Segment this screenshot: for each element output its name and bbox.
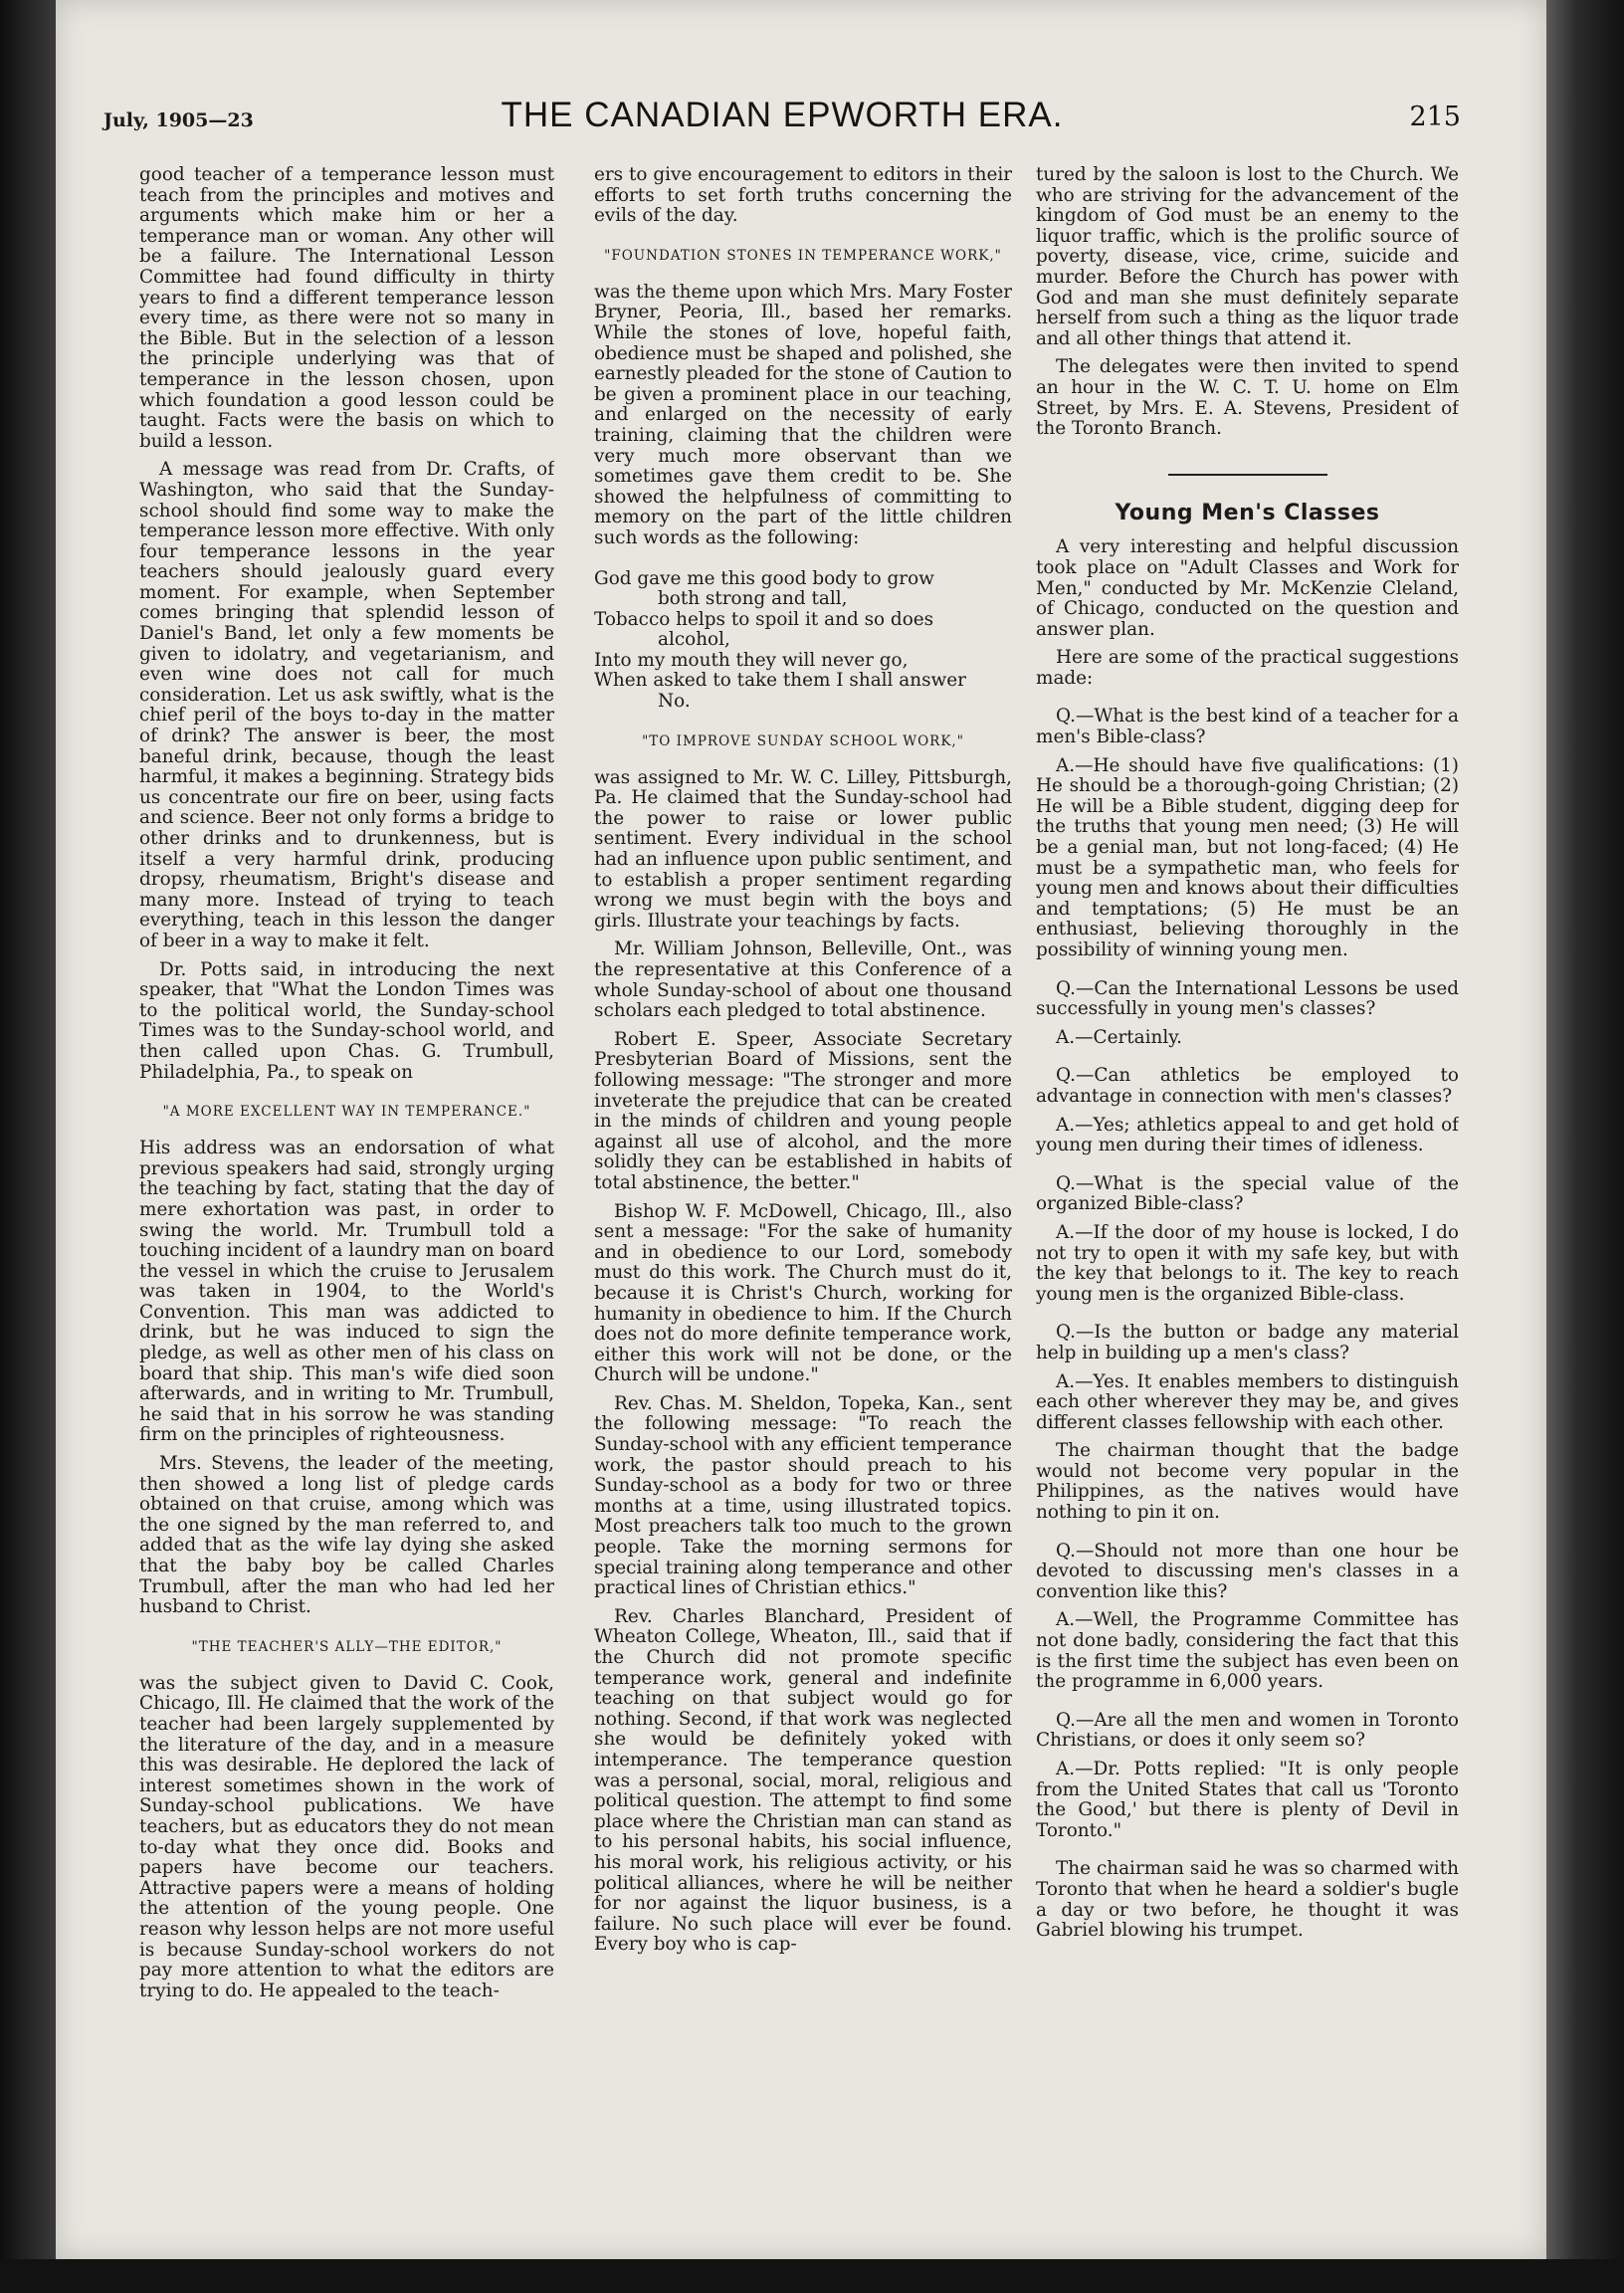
scan-left-margin <box>0 0 56 2259</box>
question: Q.—What is the best kind of a teacher for a men's Bible-class? <box>1036 706 1459 748</box>
paragraph: Rev. Charles Blanchard, President of Wheaton College, Wheaton, Ill., said that if the Church did not promote specific temperance work, general and indefinite teaching on that subject would go for nothing. Second, if that work was neglected she would be definitely yoked with intemperance. The temperance question was a personal, social, moral, religious and political question. The attempt to find some place where the Christian man can stand as to his personal habits, his social influence, his moral work, his religious activity, or his political alliances, where he will be neither for nor against the liquor business, is a failure. No such place will ever be found. Every boy who is cap- <box>594 1605 1012 1956</box>
paragraph: The delegates were then invited to spend an hour in the W. C. T. U. home on Elm Street, by Mrs. E. A. Stevens, President of the Toronto Branch. <box>1036 356 1459 440</box>
paragraph: was the theme upon which Mrs. Mary Foster Bryner, Peoria, Ill., based her remarks. While the stones of love, hopeful faith, obedience must be shaped and polished, she earnestly pleaded for the stone of Caution to be given a prominent place in our teaching, and enlarged on the necessity of early training, claiming that the children were very much more observant than we sometimes gave them credit to be. She showed the helpfulness of committing to memory on the part of the little children such words as the following: <box>594 281 1012 548</box>
answer: A.—If the door of my house is locked, I do not try to open it with my safe key, but with the key that belongs to it. The key to reach young men is the organized Bible-class. <box>1036 1221 1459 1305</box>
paragraph: Rev. Chas. M. Sheldon, Topeka, Kan., sent the following message: "To reach the Sunday-school with any efficient temperance work, the pastor should preach to his Sunday-school as a body for two or three months at a time, using illustrated topics. Most preachers talk too much to the grown people. Take the morning sermons for special training along temperance and other practical lines of Christian ethics." <box>594 1392 1012 1599</box>
paragraph: A message was read from Dr. Crafts, of Washington, who said that the Sunday-school should find some way to make the temperance lesson more effective. With only four temperance lessons in the year teachers should jealously guard every moment. For example, when September comes bringing that splendid lesson of Daniel's Band, let only a few moments be given to idolatry, and vegetarianism, and even wine does not call for much consideration. Let us ask swiftly, what is the chief peril of the boys to-day in the matter of drink? The answer is beer, the most baneful drink, because, though the least harmful, it makes a beginning. Strategy bids us concentrate our fire on beer, using facts and science. Beer not only forms a bridge to other drinks and to drunkenness, but is itself a very harmful drink, producing dropsy, rheumatism, Bright's disease and many more. Instead of trying to teach everything, teach in this lesson the danger of beer in a way to make it felt. <box>139 459 554 951</box>
verse-line: Into my mouth they will never go, <box>594 649 909 671</box>
page-number: 215 <box>1409 102 1461 132</box>
answer: A.—Well, the Programme Committee has not done badly, considering the fact that this is the first time the subject has even been on the programme in 6,000 years. <box>1036 1609 1459 1693</box>
publication-title: THE CANADIAN EPWORTH ERA. <box>501 96 1064 134</box>
paragraph: Bishop W. F. McDowell, Chicago, Ill., also sent a message: "For the sake of humanity and in obedience to our Lord, somebody must do this work. The Church must do it, because it is Christ's Church, working for humanity in obedience to him. If the Church does not do more definite temperance work, either this work will not be done, or the Church will be undone." <box>594 1200 1012 1386</box>
answer: A.—Yes. It enables members to distinguish each other wherever they may be, and gives different classes fellowship with each other. <box>1036 1370 1459 1433</box>
verse-line: God gave me this good body to grow <box>594 567 934 589</box>
column-3 <box>1036 165 1459 2166</box>
answer: A.—Certainly. <box>1056 1026 1183 1048</box>
paragraph: Mr. William Johnson, Belleville, Ont., was the representative at this Conference of a whole Sunday-school of about one thousand scholars each pledged to total abstinence. <box>594 938 1012 1022</box>
paragraph: was the subject given to David C. Cook, Chicago, Ill. He claimed that the work of the teacher had been largely supplemented by the literature of the day, and in a measure this was desirable. He deplored the lack of interest sometimes shown in the work of Sunday-school publications. We have teachers, but as educators they do not mean to-day what they once did. Books and papers have become our teachers. Attractive papers were a means of holding the attention of the young people. One reason why lesson helps are not more useful is because Sunday-school workers do not pay more attention to what the editors are trying to do. He appealed to the teach- <box>139 1672 554 2001</box>
paragraph: Dr. Potts said, in introducing the next speaker, that "What the London Times was to the political world, the Sunday-school Times was to the Sunday-school world, and then called upon Chas. G. Trumbull, Philadelphia, Pa., to speak on <box>139 958 554 1083</box>
verse <box>594 569 1012 713</box>
question: Q.—Should not more than one hour be devoted to discussing men's classes in a convention like this? <box>1036 1540 1459 1602</box>
question: Q.—Can athletics be employed to advantage in connection with men's classes? <box>1036 1065 1459 1107</box>
question: Q.—Can the International Lessons be used successfully in young men's classes? <box>1036 977 1459 1020</box>
paragraph: His address was an endorsation of what previous speakers had said, strongly urging the teaching by fact, stating that the day of mere exhortation was past, in order to swing the world. Mr. Trumbull told a touching incident of a laundry man on board the vessel in which the cruise to Jerusalem was taken in 1904, to the World's Convention. This man was addicted to drink, but he was induced to sign the pledge, as well as other men of his class on board that ship. This man's wife died soon afterwards, and in writing to Mr. Trumbull, he said that in his sorrow he was standing firm on the principles of righteousness. <box>139 1138 554 1446</box>
paragraph: tured by the saloon is lost to the Church. We who are striving for the advancement of the kingdom of God must be an enemy to the liquor traffic, which is the prolific source of poverty, disease, vice, crime, suicide and murder. Before the Church has power with God and man she must definitely separate herself from such a thing as the liquor trade and all other things that attend it. <box>1036 165 1459 349</box>
paragraph: The chairman said he was so charmed with Toronto that when he heard a soldier's bugle a day or two before, he thought it was Gabriel blowing his trumpet. <box>1036 1858 1459 1942</box>
subheading: "FOUNDATION STONES IN TEMPERANCE WORK," <box>604 247 1002 264</box>
paragraph: was assigned to Mr. W. C. Lilley, Pittsburgh, Pa. He claimed that the Sunday-school had the power to raise or lower public sentiment. Every individual in the school had an influence upon public sentiment, and to establish a proper sentiment regarding wrong we must begin with the boys and girls. Illustrate your teachings by facts. <box>594 766 1012 932</box>
paragraph: A very interesting and helpful discussion took place on "Adult Classes and Work for Men," conducted by Mr. McKenzie Cleland, of Chicago, conducted on the question and answer plan. <box>1036 536 1459 640</box>
subheading: "A MORE EXCELLENT WAY IN TEMPERANCE." <box>162 1104 531 1121</box>
paragraph: Robert E. Speer, Associate Secretary Presbyterian Board of Missions, sent the following message: "The stronger and more inveterate the prejudice that can be created in the minds of children and young people against all use of alcohol, and the more solidly they can be established in habits of total abstinence, the better." <box>594 1028 1012 1193</box>
paragraph: good teacher of a temperance lesson must teach from the principles and motives and arguments which make him or her a temperance man or woman. Any other will be a failure. The International Lesson Committee had found difficulty in thirty years to find a different temperance lesson every time, as there were not so many in the Bible. But in the selection of a lesson the principle underlying was that of temperance in the lesson chosen, upon which foundation a good lesson could be taught. Facts were the basis on which to build a lesson. <box>139 165 554 452</box>
issue-date: July, 1905—23 <box>103 109 254 131</box>
scan-bottom-margin <box>0 2259 1624 2293</box>
verse-line: No. <box>658 691 691 713</box>
paragraph: Here are some of the practical suggestions made: <box>1036 647 1459 689</box>
question: Q.—Are all the men and women in Toronto Christians, or does it only seem so? <box>1036 1709 1459 1752</box>
column-2 <box>594 165 1012 2166</box>
page-header <box>103 96 1461 155</box>
verse-line: both strong and tall, <box>658 588 848 610</box>
column-1 <box>139 165 554 2166</box>
verse-line: When asked to take them I shall answer <box>594 670 966 692</box>
section-divider <box>1168 474 1327 476</box>
subheading: "THE TEACHER'S ALLY—THE EDITOR," <box>191 1638 503 1655</box>
paragraph: The chairman thought that the badge would not become very popular in the Philippines, as the natives would have nothing to pin it on. <box>1036 1440 1459 1524</box>
section-heading: Young Men's Classes <box>1115 500 1380 525</box>
answer: A.—Dr. Potts replied: "It is only people from the United States that call us 'Toronto the Good,' but there is plenty of Devil in Toronto." <box>1036 1759 1459 1841</box>
book-spine-edge <box>1546 0 1624 2293</box>
paragraph: ers to give encouragement to editors in their efforts to set forth truths concerning the evils of the day. <box>594 165 1012 227</box>
answer: A.—Yes; athletics appeal to and get hold of young men during their times of idleness. <box>1036 1114 1459 1156</box>
subheading: "TO IMPROVE SUNDAY SCHOOL WORK," <box>642 732 964 749</box>
verse-line: Tobacco helps to spoil it and so does <box>594 608 934 630</box>
question: Q.—What is the special value of the organized Bible-class? <box>1036 1172 1459 1215</box>
paragraph: Mrs. Stevens, the leader of the meeting, then showed a long list of pledge cards obtained on that cruise, among which was the one signed by the man referred to, and added that as the wife lay dying she asked that the baby boy be called Charles Trumbull, after the man who had led her husband to Christ. <box>139 1453 554 1618</box>
verse-line: alcohol, <box>658 629 730 651</box>
question: Q.—Is the button or badge any material help in building up a men's class? <box>1036 1322 1459 1363</box>
answer: A.—He should have five qualifications: (1) He should be a thorough-going Christian; (2) He will be a Bible student, digging deep for the truths that young men need; (3) He will be a genial man, but not long-faced; (4) He must be a sympathetic man, who feels for young men and knows about their difficulties and temptations; (5) He must be an enthusiast, believing thoroughly in the possibility of winning young men. <box>1036 754 1459 960</box>
